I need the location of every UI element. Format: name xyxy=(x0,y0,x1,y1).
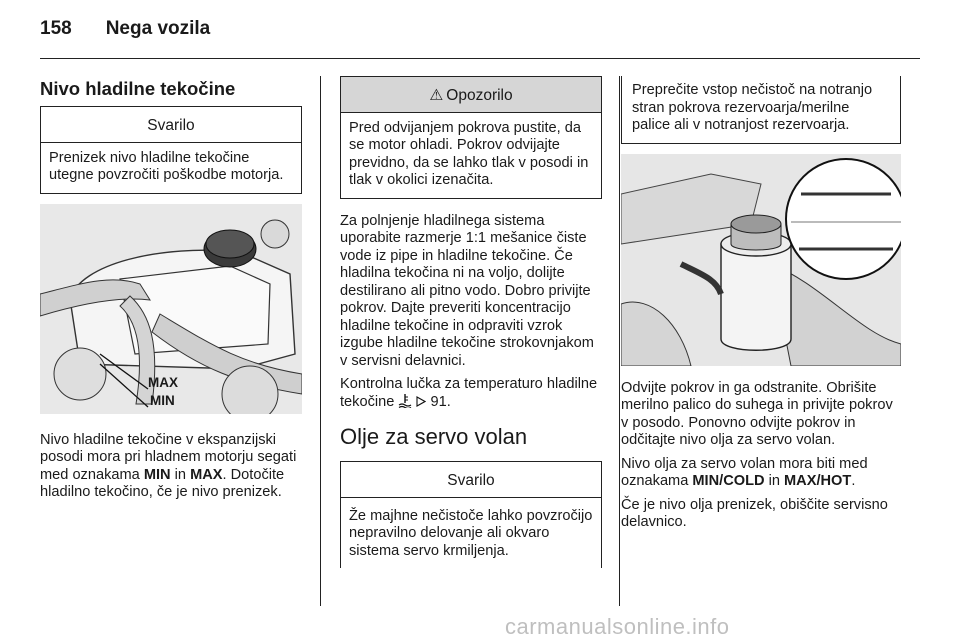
power-steering-notice-box xyxy=(340,461,602,568)
column-2 xyxy=(340,76,602,568)
notice-title: Svarilo xyxy=(41,107,301,143)
page-header xyxy=(40,18,210,40)
page-number: 158 xyxy=(40,18,72,39)
chapter-title: Nega vozila xyxy=(105,18,211,39)
warning-box xyxy=(340,76,602,199)
coolant-level-paragraph: Nivo hladilne tekočine v ekspanzijski posodi mora pri hladnem motorju segati med oznakama MIN in MAX. Dotočite hladilno tekočino, če je nivo prenizek. xyxy=(40,431,297,500)
watermark: carmanualsonline.info xyxy=(505,614,730,639)
coolant-notice-box xyxy=(40,106,302,194)
notice-continuation-box xyxy=(621,76,901,144)
header-rule xyxy=(40,58,920,59)
notice-body: Prenizek nivo hladilne tekočine utegne povzročiti poškodbe motorja. xyxy=(49,149,284,183)
notice-continuation-body: Preprečite vstop nečistoč na notranjo stran pokrova rezervoarja/merilne palice ali v notranjost rezervoarja. xyxy=(632,82,873,133)
page-reference: 91. xyxy=(430,393,451,410)
check-procedure-paragraph: Odvijte pokrov in ga odstranite. Obrišite merilno palico do suhega in privijte pokrov v posodo. Ponovno odvijte pokrov in odčitajte nivo olja za servo volan. xyxy=(621,379,893,448)
max-mark-label: MAX xyxy=(148,374,178,390)
notice-body: Že majhne nečistoče lahko povzročijo nepravilno delovanje ali okvaro sistema servo krmiljenja. xyxy=(349,507,593,559)
oil-level-paragraph: Nivo olja za servo volan mora biti med oznakama MIN/COLD in MAX/HOT. xyxy=(621,455,868,489)
column-divider-1 xyxy=(320,76,321,606)
coolant-temperature-icon xyxy=(398,394,412,408)
warning-icon: ⚠ xyxy=(429,87,444,104)
max-hot-label: MAX/HOT xyxy=(784,473,852,489)
power-steering-reservoir-illustration xyxy=(621,154,901,366)
low-oil-paragraph: Če je nivo olja prenizek, obiščite servisno delavnico. xyxy=(621,496,888,530)
max-label: MAX xyxy=(190,466,223,483)
column-divider-2 xyxy=(619,76,620,606)
coolant-heading: Nivo hladilne tekočine xyxy=(40,78,236,99)
column-3 xyxy=(621,76,901,538)
column-1 xyxy=(40,78,302,508)
coolant-reservoir-illustration xyxy=(40,204,302,414)
coolant-fill-paragraph: Za polnjenje hladilnega sistema uporabite razmerje 1:1 mešanice čiste vode iz pipe in hladilne tekočine. Če hladilna tekočina ni na voljo, dolijte destilirano ali pitno vodo. Dobro privijte pokrov. Dajte preveriti koncentracijo hladilne tekočine in odpraviti vzrok izgube hladilne tekočine strokovnjakom v servisni delavnici. xyxy=(340,212,594,369)
warning-body: Pred odvijanjem pokrova pustite, da se motor ohladi. Pokrov odvijajte previdno, da se lahko tlak v posodi in tlak v okolici izenačita. xyxy=(349,119,589,188)
min-mark-label: MIN xyxy=(150,392,175,408)
min-cold-label: MIN/COLD xyxy=(692,473,765,489)
page-reference-icon xyxy=(416,396,426,407)
coolant-temp-paragraph: Kontrolna lučka za temperaturo hladilne tekočine 91. xyxy=(340,376,598,410)
warning-header xyxy=(341,77,601,113)
min-label: MIN xyxy=(143,466,171,483)
power-steering-heading: Olje za servo volan xyxy=(340,424,528,449)
power-steering-reservoir-drawing xyxy=(621,154,901,366)
notice-title: Svarilo xyxy=(341,462,601,498)
warning-title: Opozorilo xyxy=(446,87,513,104)
